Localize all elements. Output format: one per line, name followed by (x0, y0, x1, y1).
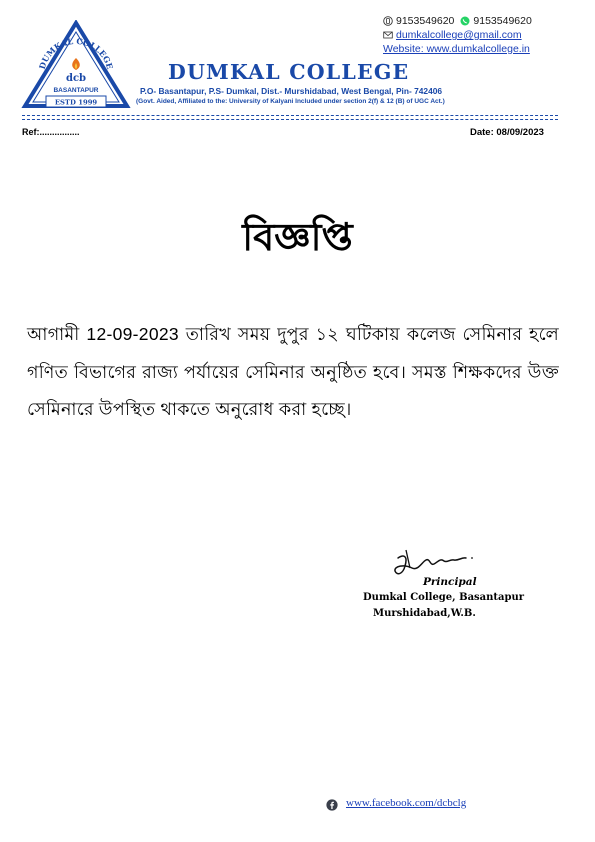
college-address: P.O- Basantapur, P.S- Dumkal, Dist.- Murshidabad, West Bengal, Pin- 742406 (140, 86, 443, 96)
logo-initials: dcb (65, 73, 87, 84)
notice-body: আগামী 12-09-2023 তারিখ সময় দুপুর ১২ ঘটিকায় কলেজ সেমিনার হলে গণিত বিভাগের রাজ্য পর্যায়ের সেমিনার অনুষ্ঠিত হবে। সমস্ত শিক্ষকদের উক্ত সেমিনারে উপস্থিত থাকতে অনুরোধ করা হচ্ছে। (27, 324, 559, 419)
logo-estd: ESTD 1999 (54, 98, 98, 107)
contact-block (383, 14, 532, 56)
website-link[interactable]: Website: www.dumkalcollege.in (383, 43, 530, 55)
phone-icon (383, 16, 393, 26)
signatory-district: Murshidabad,W.B. (373, 608, 476, 619)
whatsapp-icon (460, 16, 470, 26)
logo-arc-text: DUMKAL COLLEGE (36, 35, 116, 71)
college-logo (20, 20, 132, 112)
reference-number: Ref:................ (22, 127, 80, 137)
notice-title: বিজ্ঞপ্তি (242, 217, 353, 259)
phone-number[interactable]: 9153549620 (396, 15, 455, 27)
college-affiliation: (Govt. Aided, Affiliated to the: University of Kalyani Included under section 2(f) & 12 (B) of UGC Act.) (136, 98, 445, 105)
facebook-icon (326, 799, 338, 811)
email-link[interactable]: dumkalcollege@gmail.com (396, 29, 522, 41)
signatory-designation: Principal (423, 576, 477, 588)
whatsapp-number[interactable]: 9153549620 (473, 15, 532, 27)
header-divider-top (22, 115, 558, 116)
facebook-link[interactable]: www.facebook.com/dcbclg (346, 797, 467, 809)
notice-date: Date: 08/09/2023 (470, 127, 544, 138)
logo-place: BASANTAPUR (53, 87, 99, 94)
signatory-college: Dumkal College, Basantapur (363, 592, 525, 603)
college-name: DUMKAL COLLEGE (168, 60, 410, 84)
header-divider-bottom (22, 119, 558, 120)
email-icon (383, 30, 393, 40)
